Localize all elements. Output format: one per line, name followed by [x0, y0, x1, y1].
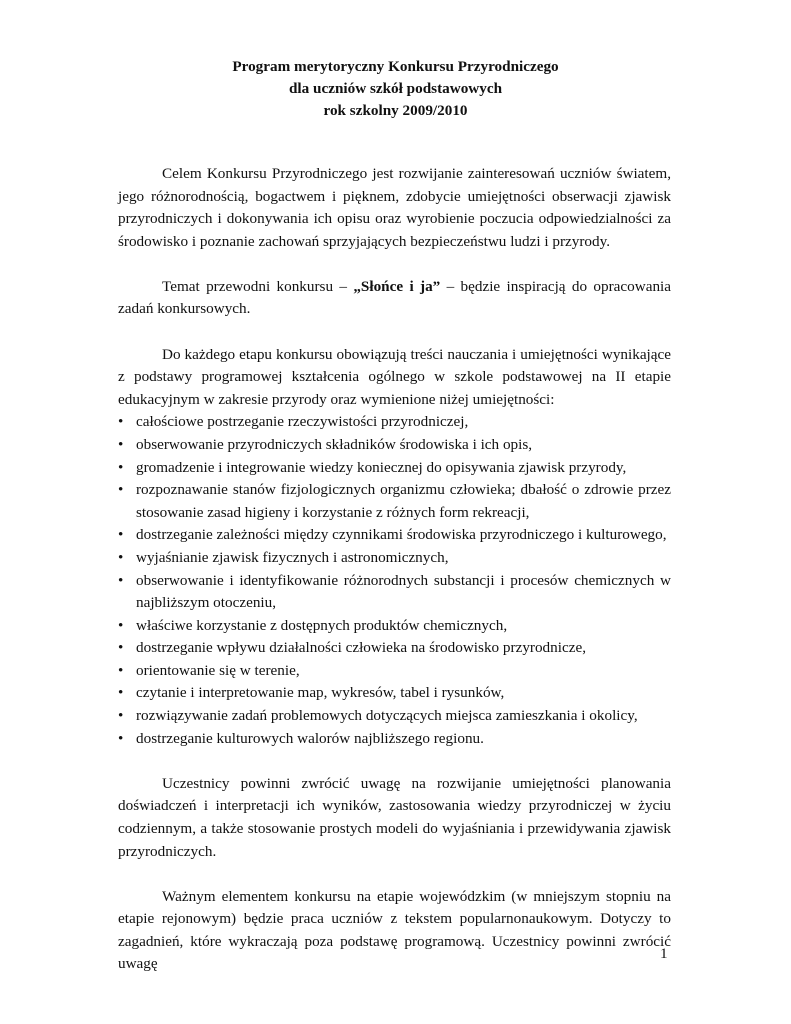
bullet-icon: • — [118, 458, 124, 476]
paragraph-goal: Celem Konkursu Przyrodniczego jest rozwijanie zainteresowań uczniów światem, jego różnorodnością, bogactwem i pięknem, zdobycie umiejętności obserwacji zjawisk przyrodniczych i dokonywania ich opisu oraz wyrobienie poczucia odpowiedzialności za środowisko i poznanie zachowań sprzyjających bezpieczeństwu ludzi i przyrody. — [118, 165, 671, 250]
skill-text: dostrzeganie kulturowych walorów najbliższego regionu. — [136, 729, 484, 747]
bullet-icon: • — [118, 413, 124, 431]
paragraph-theme — [118, 276, 671, 321]
skill-text: właściwe korzystanie z dostępnych produktów chemicznych, — [136, 616, 508, 634]
bullet-icon: • — [118, 548, 124, 566]
skill-list-item — [118, 479, 671, 524]
bullet-icon: • — [118, 639, 124, 657]
skill-list-item — [118, 457, 671, 480]
skill-list-item — [118, 570, 671, 615]
skill-list-item — [118, 547, 671, 570]
bullet-icon: • — [118, 684, 124, 702]
paragraph-participants: Uczestnicy powinni zwrócić uwagę na rozwijanie umiejętności planowania doświadczeń i interpretacji ich wyników, zastosowania wiedzy przyrodniczej w życiu codziennym, a także stosowanie prostych modeli do wyjaśniania i przewidywania zjawisk przyrodniczych. — [118, 774, 671, 860]
bullet-icon: • — [118, 616, 124, 634]
title-line-2: dla uczniów szkół podstawowych — [288, 80, 503, 97]
bullet-icon: • — [118, 661, 124, 679]
skill-text: rozwiązywanie zadań problemowych dotyczących miejsca zamieszkania i okolicy, — [136, 707, 638, 725]
skill-text: dostrzeganie zależności między czynnikami środowiska przyrodniczego i kulturowego, — [136, 526, 667, 544]
bullet-icon: • — [118, 729, 124, 747]
skill-text: gromadzenie i integrowanie wiedzy koniecznej do opisywania zjawisk przyrody, — [136, 458, 627, 476]
skill-list-item — [118, 411, 671, 434]
skill-list-item — [118, 434, 671, 457]
skill-text: dostrzeganie wpływu działalności człowieka na środowisko przyrodnicze, — [136, 639, 586, 657]
theme-outro-text: – będzie inspiracją do opracowania zadań konkursowych. — [118, 277, 671, 318]
title-line-1: Program merytoryczny Konkursu Przyrodniczego — [232, 58, 559, 75]
skill-list-item — [118, 637, 671, 660]
theme-title: „Słońce i ja” — [353, 277, 441, 295]
theme-intro-text: Temat przewodni konkursu – — [162, 277, 354, 295]
skill-list-item — [118, 705, 671, 728]
skill-list-item — [118, 728, 671, 751]
paragraph-popular-science: Ważnym elementem konkursu na etapie wojewódzkim (w mniejszym stopniu na etapie rejonowym) będzie praca uczniów z tekstem popularnonaukowym. Dotyczy to zagadnień, które wykraczają poza podstawę programową. Uczestnicy powinni zwrócić uwagę — [118, 887, 671, 973]
document-body — [118, 163, 671, 976]
skill-list-item — [118, 660, 671, 683]
skill-list-item — [118, 682, 671, 705]
skill-text: wyjaśnianie zjawisk fizycznych i astronomicznych, — [136, 548, 449, 566]
bullet-icon: • — [118, 526, 124, 544]
skill-list-item — [118, 524, 671, 547]
skill-text: czytanie i interpretowanie map, wykresów, tabel i rysunków, — [136, 684, 505, 702]
skill-text: obserwowanie i identyfikowanie różnorodnych substancji i procesów chemicznych w najbliższym otoczeniu, — [136, 571, 671, 612]
bullet-icon: • — [118, 571, 124, 589]
skill-text: orientowanie się w terenie, — [136, 661, 300, 679]
bullet-icon: • — [118, 481, 124, 499]
skill-text: całościowe postrzeganie rzeczywistości przyrodniczej, — [136, 413, 469, 431]
skills-list — [118, 411, 671, 750]
title-line-3: rok szkolny 2009/2010 — [323, 102, 468, 119]
page-number: 1 — [660, 945, 668, 962]
bullet-icon: • — [118, 435, 124, 453]
skill-text: rozpoznawanie stanów fizjologicznych organizmu człowieka; dbałość o zdrowie przez stosowanie zasad higieny i korzystanie z różnych form rekreacji, — [136, 481, 671, 521]
document-header — [0, 56, 791, 122]
bullet-icon: • — [118, 707, 124, 725]
paragraph-requirements: Do każdego etapu konkursu obowiązują treści nauczania i umiejętności wynikające z podstawy programowej kształcenia ogólnego w szkole podstawowej na II etapie edukacyjnym w zakresie przyrody oraz wymienione niżej umiejętności: — [118, 345, 671, 408]
skill-list-item — [118, 615, 671, 638]
skill-text: obserwowanie przyrodniczych składników środowiska i ich opis, — [136, 435, 533, 453]
